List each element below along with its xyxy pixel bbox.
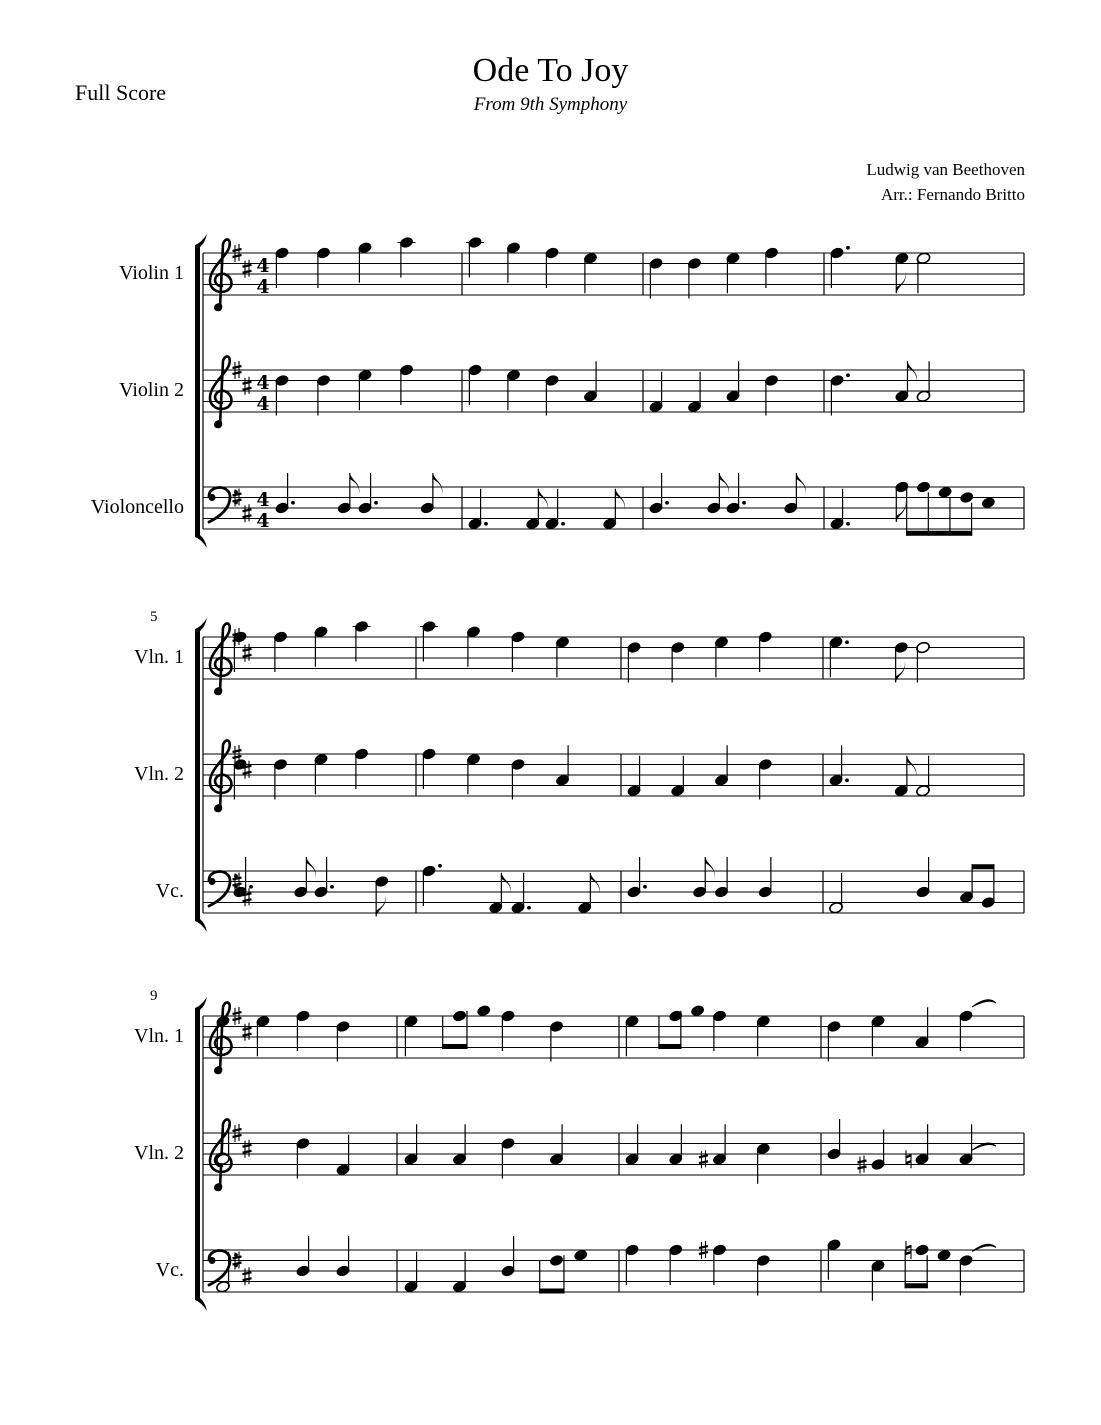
note xyxy=(627,641,642,682)
note xyxy=(511,873,531,914)
note xyxy=(316,374,331,415)
measure-number: 5 xyxy=(150,609,158,625)
staff-system xyxy=(134,988,1024,1311)
augmentation-dot xyxy=(330,885,334,889)
note xyxy=(916,252,931,293)
beam xyxy=(658,1044,681,1049)
note xyxy=(894,756,917,797)
note xyxy=(358,241,373,282)
note xyxy=(466,753,481,794)
note xyxy=(915,1007,930,1048)
beam xyxy=(442,1044,467,1049)
beam xyxy=(972,864,995,869)
note xyxy=(758,631,773,672)
bracket-hook xyxy=(195,997,207,1010)
note xyxy=(830,246,850,288)
notehead xyxy=(937,1249,952,1262)
augmentation-dot xyxy=(643,885,647,889)
staff xyxy=(134,1000,1024,1074)
note xyxy=(336,1020,351,1061)
note xyxy=(466,236,484,277)
note xyxy=(894,361,917,402)
note xyxy=(927,1249,951,1288)
beam xyxy=(906,531,972,536)
note xyxy=(511,758,526,799)
measure-number: 9 xyxy=(150,988,158,1004)
note xyxy=(726,252,741,293)
instrument-label: Violin 1 xyxy=(119,262,184,284)
beam xyxy=(905,1283,928,1288)
note xyxy=(916,361,931,402)
augmentation-dot xyxy=(846,373,850,377)
augmentation-dot xyxy=(484,522,488,526)
note xyxy=(830,489,850,530)
note xyxy=(871,1259,886,1300)
note xyxy=(959,1124,996,1165)
instrument-label: Vc. xyxy=(155,880,184,902)
flag xyxy=(433,473,443,495)
note xyxy=(959,864,974,903)
note xyxy=(659,1010,683,1049)
note xyxy=(506,369,521,410)
note xyxy=(488,873,511,914)
note xyxy=(829,636,849,677)
note xyxy=(549,1124,564,1165)
note xyxy=(758,857,773,898)
note xyxy=(687,257,702,298)
augmentation-dot xyxy=(527,906,531,910)
augmentation-dot xyxy=(438,864,442,868)
notehead xyxy=(452,1010,467,1023)
note xyxy=(296,1236,311,1277)
note xyxy=(404,1252,419,1293)
note xyxy=(233,758,248,799)
note xyxy=(858,1130,886,1174)
note xyxy=(540,1254,564,1293)
note xyxy=(894,252,909,293)
note xyxy=(353,620,371,661)
flag xyxy=(896,271,906,293)
instrument-label: Vln. 1 xyxy=(134,1025,184,1047)
instrument-label: Violoncello xyxy=(90,496,184,518)
note xyxy=(398,236,416,277)
time-signature-bottom: 4 xyxy=(256,276,270,298)
score-subtitle: From 9th Symphony xyxy=(473,94,628,115)
augmentation-dot xyxy=(561,522,565,526)
note xyxy=(501,1010,516,1051)
note xyxy=(545,247,560,288)
note xyxy=(443,1010,467,1049)
note xyxy=(296,1137,311,1178)
note xyxy=(420,620,438,661)
note xyxy=(555,636,570,677)
note xyxy=(829,745,849,786)
staff xyxy=(156,1236,1024,1301)
score-type-label: Full Score xyxy=(75,80,167,105)
bracket-hook xyxy=(195,535,207,548)
note xyxy=(758,758,773,799)
note xyxy=(545,374,560,415)
notehead xyxy=(690,1004,705,1017)
note xyxy=(468,489,488,530)
note xyxy=(602,489,625,530)
note xyxy=(583,361,598,402)
note xyxy=(275,247,290,288)
note xyxy=(525,489,548,530)
staff xyxy=(156,857,1024,917)
tie xyxy=(972,1000,996,1007)
note xyxy=(625,1015,640,1056)
note xyxy=(296,1010,311,1051)
note xyxy=(511,631,526,672)
note xyxy=(466,625,481,666)
note xyxy=(906,1124,929,1168)
note xyxy=(625,1244,640,1285)
note xyxy=(714,857,729,898)
note xyxy=(625,1124,640,1165)
note xyxy=(830,373,850,415)
instrument-label: Vln. 2 xyxy=(134,763,184,785)
note xyxy=(827,1238,842,1279)
augmentation-dot xyxy=(846,522,850,526)
note xyxy=(374,875,389,916)
note xyxy=(404,1015,419,1056)
score-title: Ode To Joy xyxy=(472,52,629,89)
note xyxy=(354,748,369,789)
bracket-hook xyxy=(195,1298,207,1311)
augmentation-dot xyxy=(249,885,253,889)
note xyxy=(506,241,521,282)
note xyxy=(501,1137,516,1178)
notehead xyxy=(916,481,931,494)
note xyxy=(764,247,779,288)
note xyxy=(336,1135,351,1176)
note xyxy=(827,1119,842,1160)
note xyxy=(894,641,909,682)
staff-system xyxy=(91,234,1024,548)
flag xyxy=(907,361,917,383)
augmentation-dot xyxy=(742,501,746,505)
note xyxy=(358,369,373,410)
note xyxy=(649,257,664,298)
system-bracket xyxy=(195,629,200,921)
flag xyxy=(538,489,548,511)
note xyxy=(916,756,931,797)
note xyxy=(668,1244,683,1285)
note xyxy=(273,631,288,672)
note xyxy=(468,364,483,405)
note xyxy=(316,247,331,288)
instrument-label: Vln. 1 xyxy=(134,646,184,668)
flag xyxy=(615,489,625,511)
note xyxy=(756,1015,771,1056)
notehead xyxy=(476,1004,491,1017)
note xyxy=(959,1000,996,1051)
note xyxy=(649,372,664,413)
flag xyxy=(907,756,917,778)
instrument-label: Vln. 2 xyxy=(134,1142,184,1164)
note xyxy=(452,1252,467,1293)
flag xyxy=(501,873,511,895)
composer-credit: Ludwig van Beethoven xyxy=(866,160,1025,179)
note xyxy=(216,1252,231,1293)
note xyxy=(829,873,844,914)
flag xyxy=(705,857,715,879)
note xyxy=(501,1236,516,1277)
note xyxy=(670,756,685,797)
note xyxy=(668,1124,683,1165)
note xyxy=(756,1254,771,1295)
note xyxy=(555,745,570,786)
note xyxy=(712,1010,727,1051)
note xyxy=(699,1241,727,1285)
augmentation-dot xyxy=(291,501,295,505)
instrument-label: Vc. xyxy=(155,1259,184,1281)
augmentation-dot xyxy=(374,501,378,505)
flag xyxy=(306,857,316,879)
note xyxy=(916,641,931,682)
staff xyxy=(91,473,1024,536)
note xyxy=(256,1015,271,1056)
note xyxy=(699,1124,727,1168)
note xyxy=(687,372,702,413)
note xyxy=(399,364,414,405)
instrument-label: Violin 2 xyxy=(119,379,184,401)
note xyxy=(314,753,329,794)
system-bracket xyxy=(195,1008,200,1300)
note xyxy=(871,1015,886,1056)
note xyxy=(714,636,729,677)
note xyxy=(764,374,779,415)
notehead xyxy=(981,496,996,509)
note xyxy=(273,758,288,799)
note xyxy=(714,745,729,786)
augmentation-dot xyxy=(845,640,849,644)
note xyxy=(670,641,685,682)
note xyxy=(314,625,329,666)
staff-system xyxy=(134,609,1024,932)
note xyxy=(404,1124,419,1165)
bracket-hook xyxy=(195,618,207,631)
staff xyxy=(134,1119,1024,1191)
augmentation-dot xyxy=(846,246,850,250)
augmentation-dot xyxy=(845,778,849,782)
bracket-hook xyxy=(195,919,207,932)
time-signature-bottom: 4 xyxy=(256,393,270,415)
bracket-hook xyxy=(195,234,207,247)
flag xyxy=(796,473,806,495)
augmentation-dot xyxy=(665,501,669,505)
note xyxy=(726,361,741,402)
note xyxy=(827,1020,842,1061)
system-bracket xyxy=(195,245,200,537)
time-signature-bottom: 4 xyxy=(256,510,270,532)
note xyxy=(756,1142,771,1183)
flag xyxy=(590,873,600,895)
note xyxy=(972,496,996,535)
note xyxy=(275,374,290,415)
time-signature-top: 4 xyxy=(256,255,270,277)
note xyxy=(583,252,598,293)
staff xyxy=(134,620,1024,695)
arranger-credit: Arr.: Fernando Britto xyxy=(880,185,1025,204)
tie xyxy=(972,1143,996,1150)
notehead xyxy=(938,486,953,499)
time-signature-top: 4 xyxy=(256,489,270,511)
staff xyxy=(119,356,1024,428)
notehead xyxy=(549,1254,564,1267)
flag xyxy=(719,473,729,495)
note xyxy=(577,873,600,914)
staff xyxy=(119,236,1024,311)
notehead xyxy=(573,1249,588,1262)
note xyxy=(336,1236,351,1277)
flag xyxy=(350,473,360,495)
note xyxy=(422,864,442,906)
note xyxy=(928,486,952,536)
note xyxy=(959,1244,996,1295)
time-signature-top: 4 xyxy=(256,372,270,394)
notehead xyxy=(959,491,974,504)
note xyxy=(452,1124,467,1165)
note xyxy=(916,857,931,898)
staff xyxy=(134,740,1024,812)
notehead xyxy=(915,1244,930,1257)
note xyxy=(422,748,437,789)
note xyxy=(549,1020,564,1061)
beam xyxy=(539,1289,564,1294)
note xyxy=(627,756,642,797)
